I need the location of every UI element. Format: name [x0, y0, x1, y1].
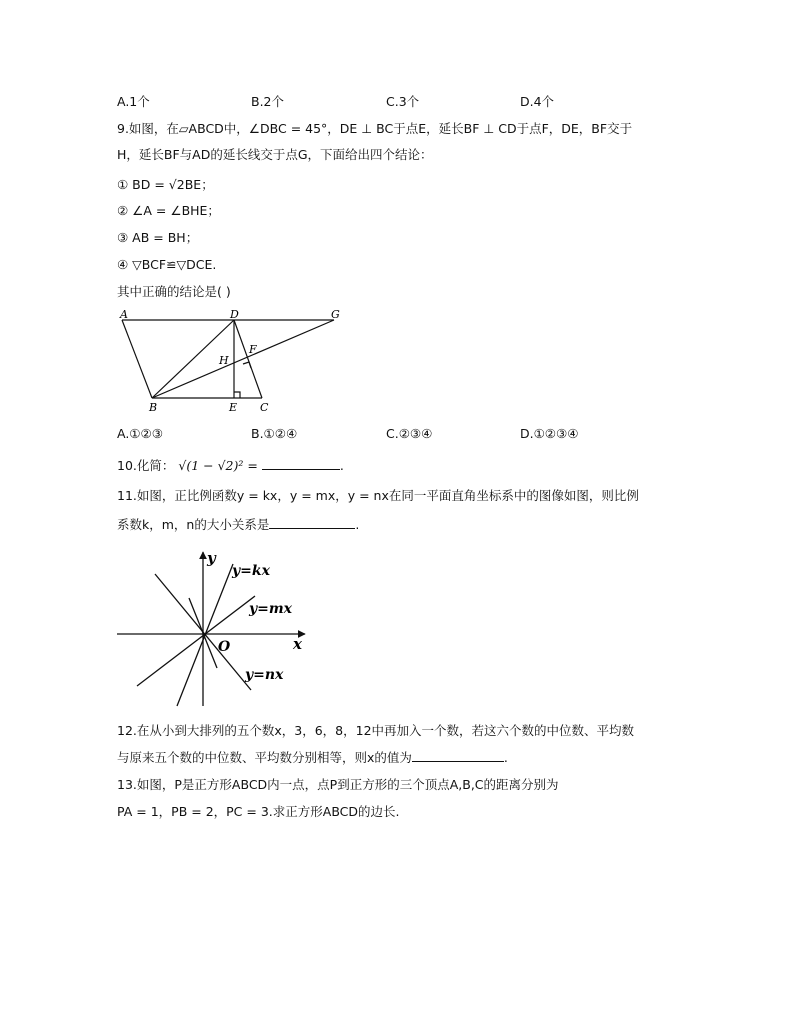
q8-option-d: D.4个: [520, 94, 555, 109]
origin-label: O: [218, 639, 231, 655]
q9-question: 其中正确的结论是( ): [117, 284, 231, 299]
line-n-label: y=nx: [245, 667, 284, 683]
x-axis-label: x: [293, 635, 302, 653]
q9-conclusion-4: ④ ▽BCF≌▽DCE.: [117, 257, 217, 272]
q11-answer-blank[interactable]: [269, 516, 355, 529]
q12-line1: 12.在从小到大排列的五个数x，3，6，8，12中再加入一个数，若这六个数的中位数、平均数: [117, 723, 635, 738]
q9-stem-line2: H，延长BF与AD的延长线交于点G，下面给出四个结论：: [117, 147, 433, 162]
q13-line1: 13.如图，P是正方形ABCD内一点，点P到正方形的三个顶点A,B,C的距离分别为: [117, 777, 559, 792]
q10-line: [117, 457, 344, 475]
q12-line2: [117, 749, 508, 767]
q10-prefix: 10.化简：: [117, 458, 175, 473]
q12-suffix: .: [503, 750, 508, 765]
q8-option-b: B.2个: [251, 94, 285, 109]
q10-suffix: .: [339, 458, 344, 473]
q9-stem-line1: 9.如图，在▱ABCD中，∠DBC = 45°，DE ⊥ BC于点E，延长BF ⊥ CD于点F，DE，BF交于: [117, 121, 633, 136]
q11-suffix: .: [355, 517, 360, 532]
q8-option-a: A.1个: [117, 94, 150, 109]
label-f: F: [249, 343, 257, 356]
q9-conclusion-3: ③ AB = BH；: [117, 230, 199, 245]
q10-answer-blank[interactable]: [262, 457, 340, 470]
q9-parallelogram-figure: [112, 308, 352, 418]
q11-coordinate-figure: [115, 546, 315, 710]
q12-line2-text: 与原来五个数的中位数、平均数分别相等，则x的值为: [117, 750, 412, 765]
q10-expression: √(1 − √2)² =: [178, 458, 258, 473]
q9-conclusion-1: ① BD = √2BE；: [117, 177, 214, 192]
q12-answer-blank[interactable]: [412, 749, 504, 762]
label-g: G: [331, 308, 340, 321]
label-c: C: [260, 401, 269, 414]
label-a: A: [120, 308, 128, 321]
line-k-label: y=kx: [232, 563, 270, 579]
label-h: H: [219, 354, 229, 367]
q9-option-d: D.①②③④: [520, 426, 579, 441]
label-b: B: [149, 401, 158, 414]
q11-line2-text: 系数k，m，n的大小关系是: [117, 517, 270, 532]
q8-option-c: C.3个: [386, 94, 420, 109]
q9-conclusion-2: ② ∠A = ∠BHE；: [117, 203, 220, 218]
label-e: E: [229, 401, 238, 414]
q13-line2: PA = 1，PB = 2，PC = 3.求正方形ABCD的边长.: [117, 804, 400, 819]
q9-option-c: C.②③④: [386, 426, 433, 441]
q11-line2: [117, 516, 359, 534]
q9-option-b: B.①②④: [251, 426, 298, 441]
q11-line1: 11.如图，正比例函数y = kx，y = mx，y = nx在同一平面直角坐标系中的图像如图，则比例: [117, 488, 639, 503]
q9-option-a: A.①②③: [117, 426, 163, 441]
label-d: D: [230, 308, 239, 321]
y-axis-label: y: [207, 549, 216, 567]
line-m-label: y=mx: [249, 601, 293, 617]
